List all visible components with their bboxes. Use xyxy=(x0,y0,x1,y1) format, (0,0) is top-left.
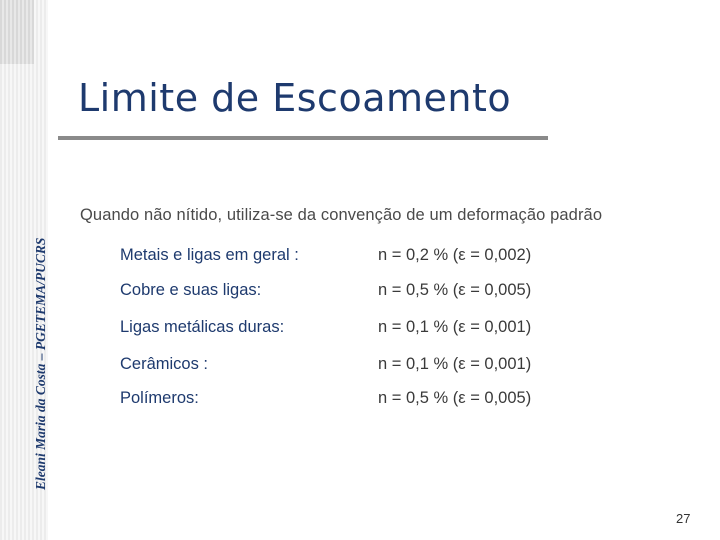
material-name: Cerâmicos : xyxy=(120,355,209,373)
material-row xyxy=(0,281,720,305)
material-strain: n = 0,5 % (ε = 0,005) xyxy=(378,389,532,407)
title-underline xyxy=(58,136,548,140)
page-number: 27 xyxy=(676,511,691,526)
material-row xyxy=(0,355,720,379)
material-row xyxy=(0,318,720,342)
material-name: Cobre e suas ligas: xyxy=(120,281,262,299)
material-row xyxy=(0,389,720,413)
material-strain: n = 0,5 % (ε = 0,005) xyxy=(378,281,532,299)
material-name: Metais e ligas em geral : xyxy=(120,246,299,264)
material-strain: n = 0,1 % (ε = 0,001) xyxy=(378,355,532,373)
material-name: Polímeros: xyxy=(120,389,199,407)
material-strain: n = 0,1 % (ε = 0,001) xyxy=(378,318,532,336)
slide-title: Limite de Escoamento xyxy=(78,76,512,120)
material-row xyxy=(0,246,720,270)
material-strain: n = 0,2 % (ε = 0,002) xyxy=(378,246,532,264)
author-credit: Eleani Maria da Costa – PGETEMA/PUCRS xyxy=(33,237,48,490)
intro-text: Quando não nítido, utiliza-se da convenção de um deformação padrão xyxy=(80,206,603,224)
material-name: Ligas metálicas duras: xyxy=(120,318,285,336)
left-strip-header-block xyxy=(0,0,34,64)
